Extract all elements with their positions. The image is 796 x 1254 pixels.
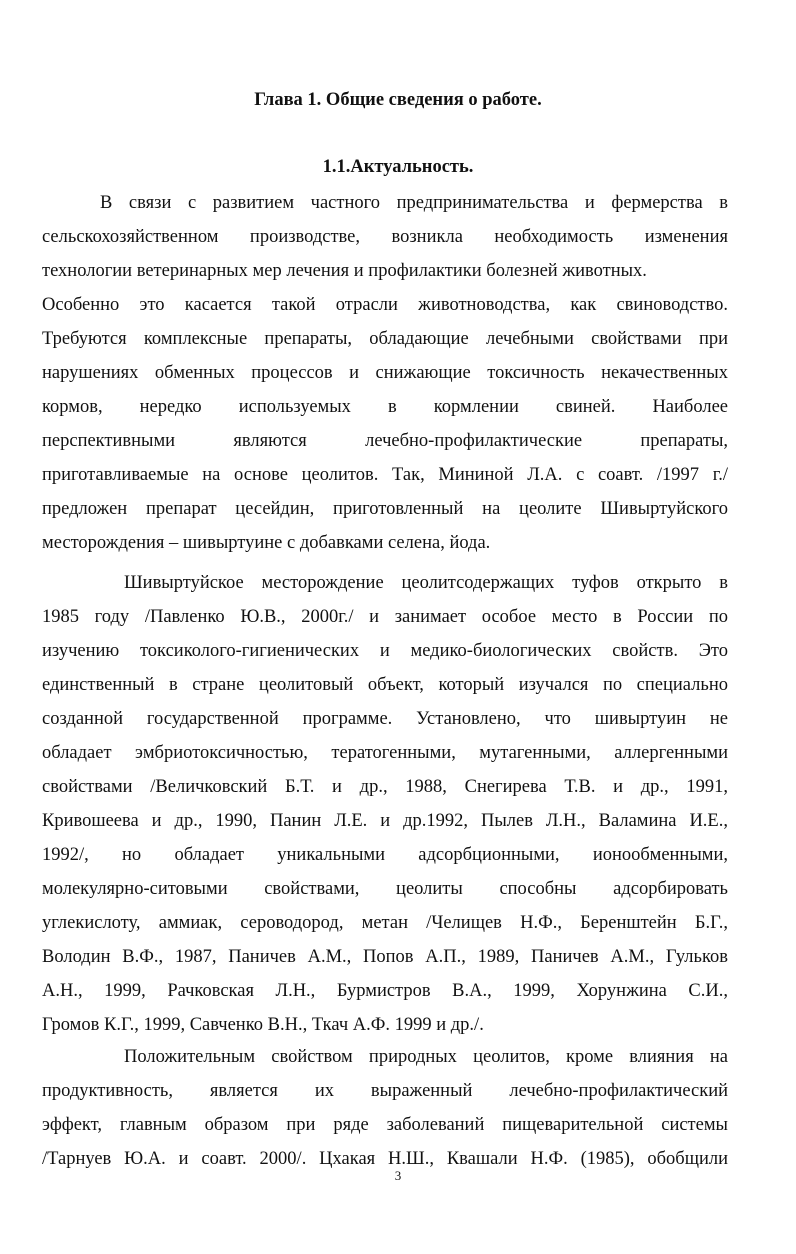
text-line: А.Н., 1999, Рачковская Л.Н., Бурмистров В.А., 1999, Хорунжина С.И., bbox=[42, 981, 728, 1001]
text-line: 1985 году /Павленко Ю.В., 2000г./ и занимает особое место в России по bbox=[42, 607, 728, 627]
text-line: Положительным свойством природных цеолитов, кроме влияния на bbox=[124, 1047, 728, 1067]
paragraph-2 bbox=[42, 566, 728, 1042]
text-line: сельскохозяйственном производстве, возникла необходимость изменения bbox=[42, 227, 728, 247]
text-line: В связи с развитием частного предпринимательства и фермерства в bbox=[100, 193, 728, 213]
text-line: приготавливаемые на основе цеолитов. Так, Мининой Л.А. с соавт. /1997 г./ bbox=[42, 465, 728, 485]
paragraph-3 bbox=[42, 1040, 728, 1176]
text-line: Требуются комплексные препараты, обладающие лечебными свойствами при bbox=[42, 329, 728, 349]
text-line: созданной государственной программе. Установлено, что шивыртуин не bbox=[42, 709, 728, 729]
text-line: 1992/, но обладает уникальными адсорбционными, ионообменными, bbox=[42, 845, 728, 865]
text-line: Володин В.Ф., 1987, Паничев А.М., Попов А.П., 1989, Паничев А.М., Гульков bbox=[42, 947, 728, 967]
text-line: месторождения – шивыртуине с добавками селена, йода. bbox=[42, 533, 491, 553]
text-line: Громов К.Г., 1999, Савченко В.Н., Ткач А.Ф. 1999 и др./. bbox=[42, 1015, 484, 1035]
text-line: Особенно это касается такой отрасли животноводства, как свиноводство. bbox=[42, 295, 728, 315]
text-line: Кривошеева и др., 1990, Панин Л.Е. и др.1992, Пылев Л.Н., Валамина И.Е., bbox=[42, 811, 728, 831]
text-line: перспективными являются лечебно-профилактические препараты, bbox=[42, 431, 728, 451]
text-line: предложен препарат цесейдин, приготовленный на цеолите Шивыртуйского bbox=[42, 499, 728, 519]
text-line: углекислоту, аммиак, сероводород, метан /Челищев Н.Ф., Беренштейн Б.Г., bbox=[42, 913, 728, 933]
text-line: Шивыртуйское месторождение цеолитсодержащих туфов открыто в bbox=[124, 573, 728, 593]
text-line: нарушениях обменных процессов и снижающие токсичность некачественных bbox=[42, 363, 728, 383]
text-line: свойствами /Величковский Б.Т. и др., 1988, Снегирева Т.В. и др., 1991, bbox=[42, 777, 728, 797]
page-number: 3 bbox=[394, 1168, 402, 1183]
text-line: продуктивность, является их выраженный лечебно-профилактический bbox=[42, 1081, 728, 1101]
paragraph-1 bbox=[42, 186, 728, 560]
text-line: технологии ветеринарных мер лечения и профилактики болезней животных. bbox=[42, 261, 647, 281]
text-line: кормов, нередко используемых в кормлении свиней. Наиболее bbox=[42, 397, 728, 417]
text-line: изучению токсиколого-гигиенических и медико-биологических свойств. Это bbox=[42, 641, 728, 661]
text-line: /Тарнуев Ю.А. и соавт. 2000/. Цхакая Н.Ш., Квашали Н.Ф. (1985), обобщили bbox=[42, 1149, 728, 1169]
text-line: молекулярно-ситовыми свойствами, цеолиты способны адсорбировать bbox=[42, 879, 728, 899]
text-line: обладает эмбриотоксичностью, тератогенными, мутагенными, аллергенными bbox=[42, 743, 728, 763]
chapter-title: Глава 1. Общие сведения о работе. bbox=[254, 90, 542, 110]
text-line: единственный в стране цеолитовый объект, который изучался по специально bbox=[42, 675, 728, 695]
section-title: 1.1.Актуальность. bbox=[322, 157, 474, 177]
text-line: эффект, главным образом при ряде заболеваний пищеварительной системы bbox=[42, 1115, 728, 1135]
